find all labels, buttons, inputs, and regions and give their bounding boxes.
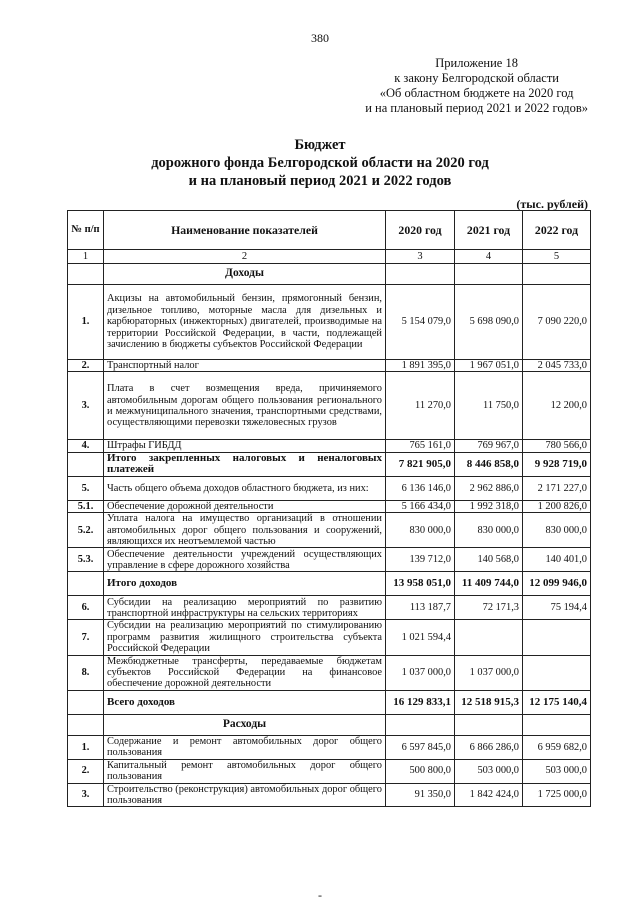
value-2020: 16 129 833,1 — [386, 690, 455, 714]
title-line: Бюджет — [294, 137, 346, 153]
appendix-line: «Об областном бюджете на 2020 год — [379, 86, 574, 100]
value-2022: 1 725 000,0 — [523, 783, 591, 807]
table-body — [68, 250, 591, 807]
value-2020: 1 037 000,0 — [386, 655, 455, 690]
row-name: Транспортный налог — [104, 360, 386, 372]
row-number: 4. — [68, 440, 104, 452]
value-2022 — [523, 655, 591, 690]
value-2020: 500 800,0 — [386, 759, 455, 783]
column-index-cell: 4 — [455, 250, 523, 264]
column-index-cell: 3 — [386, 250, 455, 264]
table-row — [68, 735, 591, 759]
value-2021: 11 409 744,0 — [455, 572, 523, 596]
table-row — [68, 596, 591, 620]
value-2020: 113 187,7 — [386, 596, 455, 620]
row-number — [68, 572, 104, 596]
row-name: Часть общего объема доходов областного бюджета, из них: — [104, 476, 386, 500]
row-name: Штрафы ГИБДД — [104, 440, 386, 452]
table-row — [68, 513, 591, 548]
value-2021: 1 842 424,0 — [455, 783, 523, 807]
row-name: Капитальный ремонт автомобильных дорог общего пользования — [104, 759, 386, 783]
table-row — [68, 500, 591, 512]
header-num: № п/п — [68, 211, 104, 250]
table-row — [68, 372, 591, 440]
row-number: 1. — [68, 285, 104, 360]
value-2020: 6 597 845,0 — [386, 735, 455, 759]
value-2022: 780 566,0 — [523, 440, 591, 452]
table-row — [68, 548, 591, 572]
value-2021: 830 000,0 — [455, 513, 523, 548]
empty-cell — [68, 714, 104, 735]
value-2022: 830 000,0 — [523, 513, 591, 548]
value-2020: 7 821 905,0 — [386, 452, 455, 476]
row-number: 7. — [68, 620, 104, 655]
table-row — [68, 452, 591, 476]
value-2020: 1 891 395,0 — [386, 360, 455, 372]
value-2020: 91 350,0 — [386, 783, 455, 807]
value-2022: 12 099 946,0 — [523, 572, 591, 596]
value-2020: 13 958 051,0 — [386, 572, 455, 596]
value-2021: 769 967,0 — [455, 440, 523, 452]
page-number: 380 — [311, 31, 329, 45]
column-index-cell: 2 — [104, 250, 386, 264]
value-2022: 12 175 140,4 — [523, 690, 591, 714]
row-name: Обеспечение дорожной деятельности — [104, 500, 386, 512]
row-number: 6. — [68, 596, 104, 620]
table-row — [68, 572, 591, 596]
table-row — [68, 759, 591, 783]
value-2020: 5 166 434,0 — [386, 500, 455, 512]
value-2021: 140 568,0 — [455, 548, 523, 572]
row-number: 2. — [68, 759, 104, 783]
row-number — [68, 690, 104, 714]
appendix-line: и на плановый период 2021 и 2022 годов» — [365, 101, 588, 115]
empty-cell — [455, 264, 523, 285]
row-name: Строительство (реконструкция) автомобильных дорог общего пользования — [104, 783, 386, 807]
value-2022: 12 200,0 — [523, 372, 591, 440]
empty-cell — [386, 264, 455, 285]
header-2022: 2022 год — [523, 211, 591, 250]
title-line: дорожного фонда Белгородской области на 2020 год — [151, 155, 489, 171]
footer-mark: - — [318, 888, 322, 902]
row-name: Межбюджетные трансферты, передаваемые бюджетам субъектов Российской Федерации на финансовое обеспечение дорожной деятельности — [104, 655, 386, 690]
value-2022: 2 045 733,0 — [523, 360, 591, 372]
value-2020: 830 000,0 — [386, 513, 455, 548]
value-2021: 1 037 000,0 — [455, 655, 523, 690]
value-2020: 765 161,0 — [386, 440, 455, 452]
column-index-row — [68, 250, 591, 264]
table-row — [68, 620, 591, 655]
value-2021: 2 962 886,0 — [455, 476, 523, 500]
document-title — [0, 136, 640, 190]
units-label: (тыс. рублей) — [516, 197, 588, 211]
value-2020: 6 136 146,0 — [386, 476, 455, 500]
header-name: Наименование показателей — [104, 211, 386, 250]
row-number — [68, 452, 104, 476]
value-2022 — [523, 620, 591, 655]
row-name: Обеспечение деятельности учреждений осуществляющих управление в сфере дорожного хозяйства — [104, 548, 386, 572]
row-name: Плата в счет возмещения вреда, причиняемого автомобильным дорогам общего пользования регионального и межмуниципального значения, транспортными средствами, осуществляющими перевозки тяжеловесных грузов — [104, 372, 386, 440]
empty-cell — [455, 714, 523, 735]
value-2020: 11 270,0 — [386, 372, 455, 440]
header-2020: 2020 год — [386, 211, 455, 250]
table-row — [68, 655, 591, 690]
value-2020: 1 021 594,4 — [386, 620, 455, 655]
value-2022: 140 401,0 — [523, 548, 591, 572]
appendix-line: Приложение 18 — [435, 56, 518, 70]
value-2021: 1 967 051,0 — [455, 360, 523, 372]
value-2021: 11 750,0 — [455, 372, 523, 440]
value-2021: 12 518 915,3 — [455, 690, 523, 714]
column-index-cell: 5 — [523, 250, 591, 264]
row-name: Всего доходов — [104, 690, 386, 714]
value-2022: 2 171 227,0 — [523, 476, 591, 500]
value-2021: 72 171,3 — [455, 596, 523, 620]
row-name: Уплата налога на имущество организаций в отношении автомобильных дорог общего пользования и сооружений, являющихся их неотъемлемой частью — [104, 513, 386, 548]
header-2021: 2021 год — [455, 211, 523, 250]
table-row — [68, 360, 591, 372]
empty-cell — [523, 264, 591, 285]
row-number: 5. — [68, 476, 104, 500]
value-2022: 1 200 826,0 — [523, 500, 591, 512]
table-row — [68, 285, 591, 360]
empty-cell — [523, 714, 591, 735]
value-2022: 75 194,4 — [523, 596, 591, 620]
row-name: Акцизы на автомобильный бензин, прямогонный бензин, дизельное топливо, моторные масла для дизельных и карбюраторных (инжекторных) двигателей, производимые на территории Российской Федерации, в части, подлежащей зачислению в бюджеты субъектов Российской Федерации — [104, 285, 386, 360]
table-row — [68, 440, 591, 452]
table-row — [68, 783, 591, 807]
value-2020: 139 712,0 — [386, 548, 455, 572]
table-row — [68, 476, 591, 500]
row-name: Итого доходов — [104, 572, 386, 596]
empty-cell — [68, 264, 104, 285]
row-number: 3. — [68, 372, 104, 440]
value-2022: 503 000,0 — [523, 759, 591, 783]
title-line: и на плановый период 2021 и 2022 годов — [188, 173, 452, 189]
row-number: 5.2. — [68, 513, 104, 548]
value-2020: 5 154 079,0 — [386, 285, 455, 360]
income-section-title: Доходы — [104, 264, 386, 285]
income-section-row — [68, 264, 591, 285]
appendix-line: к закону Белгородской области — [394, 71, 559, 85]
empty-cell — [386, 714, 455, 735]
row-number: 1. — [68, 735, 104, 759]
row-name: Итого закрепленных налоговых и неналоговых платежей — [104, 452, 386, 476]
budget-table — [67, 210, 591, 807]
value-2022: 9 928 719,0 — [523, 452, 591, 476]
table-header-row — [68, 211, 591, 250]
expenses-section-row — [68, 714, 591, 735]
appendix-block — [365, 56, 588, 116]
expenses-section-title: Расходы — [104, 714, 386, 735]
row-name: Субсидии на реализацию мероприятий по развитию транспортной инфраструктуры на сельских территориях — [104, 596, 386, 620]
row-name: Содержание и ремонт автомобильных дорог общего пользования — [104, 735, 386, 759]
table-row — [68, 690, 591, 714]
value-2021: 503 000,0 — [455, 759, 523, 783]
value-2022: 6 959 682,0 — [523, 735, 591, 759]
column-index-cell: 1 — [68, 250, 104, 264]
value-2021: 6 866 286,0 — [455, 735, 523, 759]
value-2021: 5 698 090,0 — [455, 285, 523, 360]
value-2022: 7 090 220,0 — [523, 285, 591, 360]
row-number: 5.1. — [68, 500, 104, 512]
row-number: 2. — [68, 360, 104, 372]
row-number: 8. — [68, 655, 104, 690]
row-name: Субсидии на реализацию мероприятий по стимулированию программ развития жилищного строительства субъекта Российской Федерации — [104, 620, 386, 655]
value-2021: 1 992 318,0 — [455, 500, 523, 512]
value-2021: 8 446 858,0 — [455, 452, 523, 476]
row-number: 5.3. — [68, 548, 104, 572]
value-2021 — [455, 620, 523, 655]
row-number: 3. — [68, 783, 104, 807]
